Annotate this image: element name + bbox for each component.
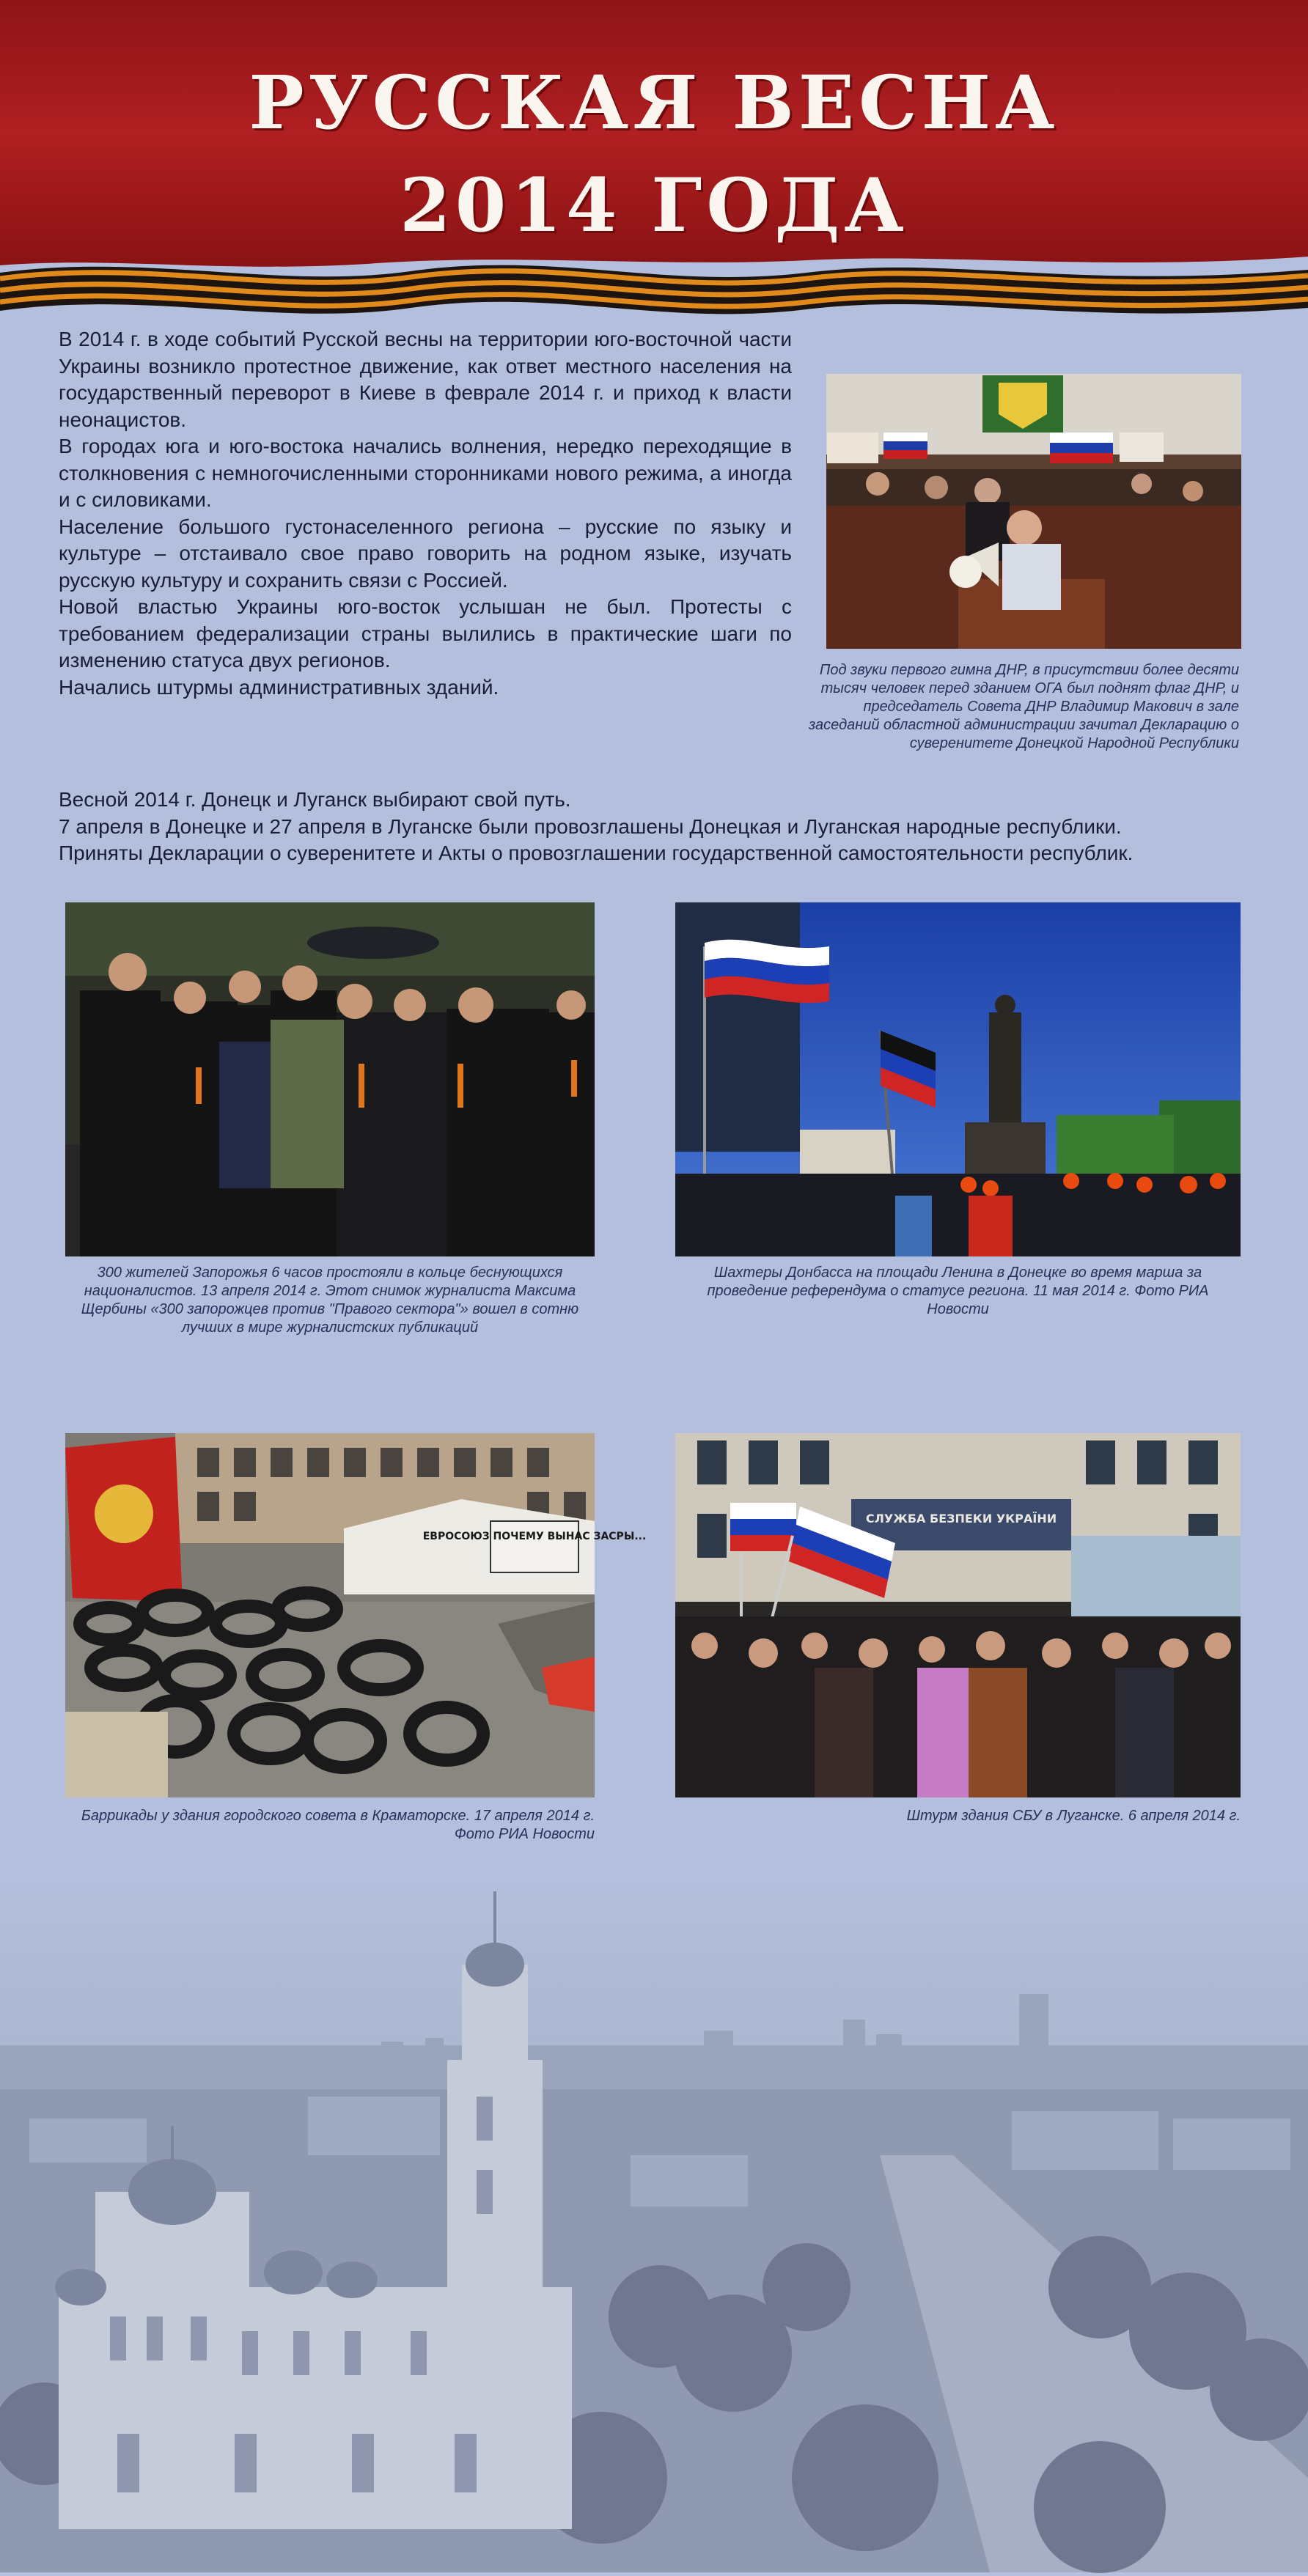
middle-line: Приняты Декларации о суверенитете и Акты о провозглашении государственной самостоятельности республик.: [59, 842, 1134, 864]
photo-lugansk-caption: Штурм здания СБУ в Луганске. 6 апреля 2014 г.: [906, 1808, 1241, 1824]
ribbon-icon: [0, 265, 1308, 314]
page-title-line-1: РУССКАЯ ВЕСНА: [249, 59, 1059, 146]
page-title-line-2: 2014 ГОДА: [400, 162, 908, 249]
photo-kramatorsk-caption: Баррикады у здания городского совета в Краматорске. 17 апреля 2014 г. Фото РИА Новости: [81, 1808, 595, 1842]
page-title: [0, 51, 1308, 257]
header-banner: [0, 0, 1308, 315]
intro-paragraph: Население большого густонаселенного региона – русские по языку и культуре – отстаивало свое право говорить на родном языке, изучать русскую культуру и сохранить связи с Россией.: [59, 515, 792, 592]
city-panorama: [0, 1877, 1308, 2572]
intro-paragraph: В 2014 г. в ходе событий Русской весны на территории юго-восточной части Украины возникло протестное движение, как ответ местного населения на государственный переворот в Киеве в феврале 2014 г. и приход к власти неонацистов.: [59, 328, 792, 431]
photo-council-hall: [826, 374, 1241, 649]
photo-zaporozhye-caption: 300 жителей Запорожья 6 часов простояли в кольце беснующихся националистов. 13 апреля 2014 г. Этот снимок журналиста Максима Щербины «300 запорожцев против "Правого сектора"» вошел в сотню лучших в мире журналистских публикаций: [81, 1265, 579, 1336]
middle-text: [59, 787, 1276, 867]
photo-lenin-square-caption: Шахтеры Донбасса на площади Ленина в Донецке во время марша за проведение референдума о статусе региона. 11 мая 2014 г. Фото РИА Новости: [707, 1265, 1209, 1317]
photo-council-hall-caption: Под звуки первого гимна ДНР, в присутствии более десяти тысяч человек перед зданием ОГА был поднят флаг ДНР, и председатель Совета ДНР Владимир Макович в зале заседаний областной администрации зачитал Декларацию о суверенитете Донецкой Народной Республики: [808, 662, 1239, 751]
photo-lenin-square: [675, 902, 1241, 1256]
middle-line: 7 апреля в Донецке и 27 апреля в Луганске были провозглашены Донецкая и Луганская народные республики.: [59, 814, 1122, 838]
middle-line: Весной 2014 г. Донецк и Луганск выбирают свой путь.: [59, 788, 571, 811]
protest-sign-text: ЕВРОСОЮЗ ПОЧЕМУ ВЫНАС ЗАСРЫ...: [422, 1531, 647, 1542]
photo-zaporozhye-crowd: [65, 902, 595, 1256]
photo-lugansk-sbu: [675, 1433, 1241, 1797]
intro-paragraph: Новой властью Украины юго-восток услышан не был. Протесты с требованием федерализации страны вылились в практические шаги по изменению статуса двух регионов.: [59, 595, 792, 671]
city-panorama-image: [0, 1877, 1308, 2572]
intro-text: [59, 326, 792, 701]
intro-paragraph: В городах юга и юго-востока начались волнения, нередко переходящие в столкновения с немногочисленными сторонниками нового режима, а иногда и с силовиками.: [59, 435, 792, 511]
intro-paragraph: Начались штурмы административных зданий.: [59, 675, 499, 699]
building-sign-text: СЛУЖБА БЕЗПЕКИ УКРАЇНИ: [865, 1512, 1057, 1526]
photo-kramatorsk-barricades: [65, 1433, 647, 1797]
